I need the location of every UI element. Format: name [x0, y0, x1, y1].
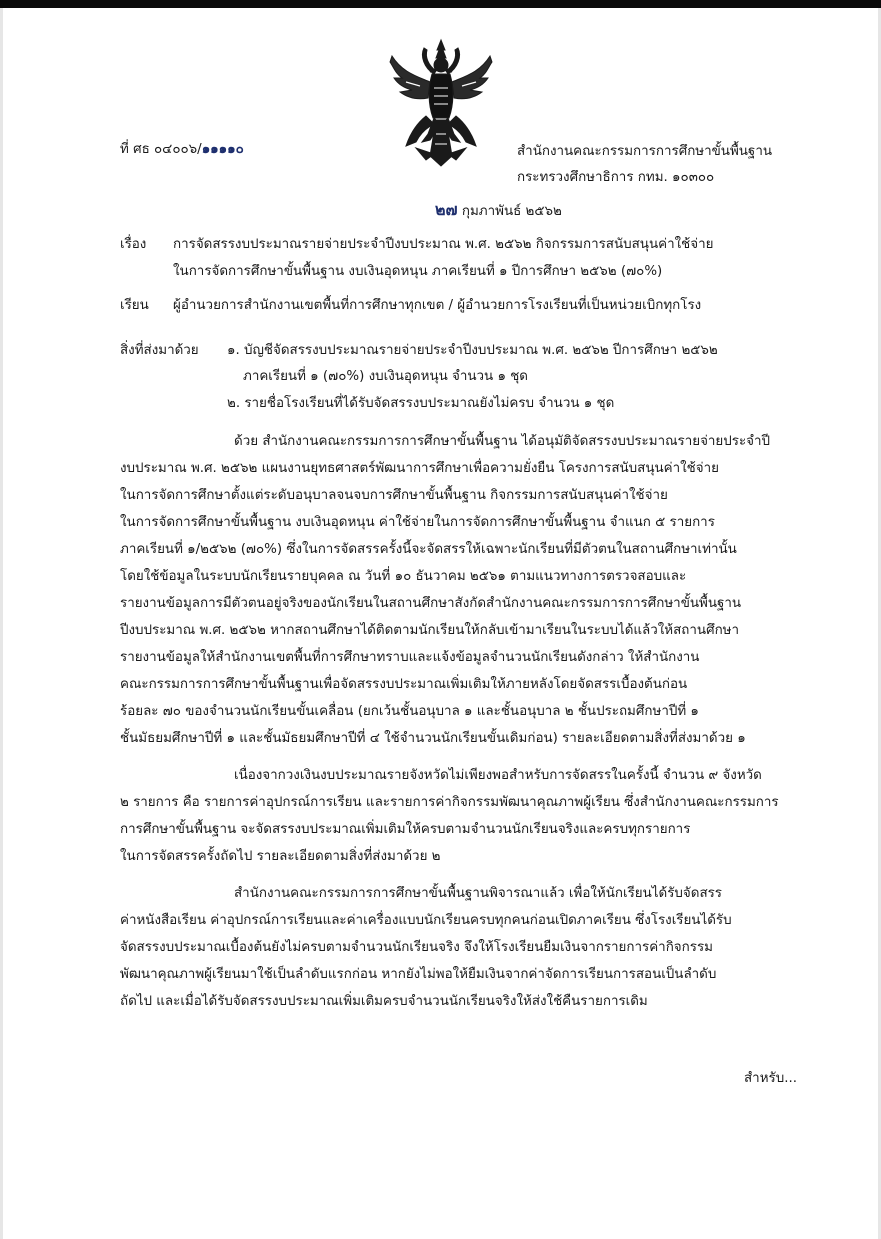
- para2-line: เนื่องจากวงเงินงบประมาณรายจังหวัดไม่เพียงพอสำหรับการจัดสรรในครั้งนี้ จำนวน ๙ จังหวัด: [234, 768, 762, 783]
- para2-line: ในการจัดสรรครั้งถัดไป รายละเอียดตามสิ่งที่ส่งมาด้วย ๒: [120, 849, 441, 864]
- enclosure-label: สิ่งที่ส่งมาด้วย: [120, 343, 199, 358]
- para1-line: ปีงบประมาณ พ.ศ. ๒๕๖๒ หากสถานศึกษาได้ติดตามนักเรียนให้กลับเข้ามาเรียนในระบบได้แล้วให้สถานศึกษา: [120, 623, 740, 638]
- para3-line: สำนักงานคณะกรรมการการศึกษาขั้นพื้นฐานพิจารณาแล้ว เพื่อให้นักเรียนได้รับจัดสรร: [234, 886, 722, 901]
- enclosure-1-line-1: ๑. บัญชีจัดสรรงบประมาณรายจ่ายประจำปีงบประมาณ พ.ศ. ๒๕๖๒ ปีการศึกษา ๒๕๖๒: [227, 343, 718, 358]
- para3-line: จัดสรรงบประมาณเบื้องต้นยังไม่ครบตามจำนวนนักเรียนจริง จึงให้โรงเรียนยืมเงินจากรายการค่ากิจกรรม: [120, 940, 713, 955]
- recipient-text: ผู้อำนวยการสำนักงานเขตพื้นที่การศึกษาทุกเขต / ผู้อำนวยการโรงเรียนที่เป็นหน่วยเบิกทุกโรง: [173, 298, 702, 313]
- para3-line: ถัดไป และเมื่อได้รับจัดสรรงบประมาณเพิ่มเติมครบจำนวนนักเรียนจริงให้ส่งใช้คืนรายการเดิม: [120, 994, 648, 1009]
- para1-line: ร้อยละ ๗๐ ของจำนวนนักเรียนขั้นเคลื่อน (ยกเว้นชั้นอนุบาล ๑ และชั้นอนุบาล ๒ ชั้นประถมศึกษาปีที่ ๑: [120, 704, 699, 719]
- office-address: กระทรวงศึกษาธิการ กทม. ๑๐๓๐๐: [517, 170, 715, 185]
- continuation-marker: สำหรับ...: [744, 1071, 797, 1086]
- subject-line-2: ในการจัดการศึกษาขั้นพื้นฐาน งบเงินอุดหนุน ภาคเรียนที่ ๑ ปีการศึกษา ๒๕๖๒ (๗๐%): [173, 264, 663, 279]
- para1-line: ภาคเรียนที่ ๑/๒๕๖๒ (๗๐%) ซึ่งในการจัดสรรครั้งนี้จะจัดสรรให้เฉพาะนักเรียนที่มีตัวตนในสถานศึกษาเท่านั้น: [120, 542, 737, 557]
- reference-prefix: ที่ ศธ ๐๔๐๐๖/: [120, 142, 202, 157]
- para1-line: ชั้นมัธยมศึกษาปีที่ ๑ และชั้นมัธยมศึกษาปีที่ ๔ ใช้จำนวนนักเรียนขั้นเดิมก่อน) รายละเอียดตามสิ่งที่ส่งมาด้วย ๑: [120, 731, 746, 746]
- para1-line: รายงานข้อมูลให้สำนักงานเขตพื้นที่การศึกษาทราบและแจ้งข้อมูลจำนวนนักเรียนดังกล่าว ให้สำนักงาน: [120, 650, 700, 665]
- garuda-emblem-icon: [386, 38, 496, 168]
- para2-line: การศึกษาขั้นพื้นฐาน จะจัดสรรงบประมาณเพิ่มเติมให้ครบตามจำนวนนักเรียนจริงและครบทุกรายการ: [120, 822, 691, 837]
- reference-number: [120, 142, 244, 158]
- para1-line: คณะกรรมการการศึกษาขั้นพื้นฐานเพื่อจัดสรรงบประมาณเพิ่มเติมให้ภายหลังโดยจัดสรรเบื้องต้นก่อน: [120, 677, 688, 692]
- para1-line: โดยใช้ข้อมูลในระบบนักเรียนรายบุคคล ณ วันที่ ๑๐ ธันวาคม ๒๕๖๑ ตามแนวทางการตรวจสอบและ: [120, 569, 687, 584]
- para3-line: พัฒนาคุณภาพผู้เรียนมาใช้เป็นลำดับแรกก่อน หากยังไม่พอให้ยืมเงินจากค่าจัดการเรียนการสอนเป็นลำดับ: [120, 967, 717, 982]
- para3-line: ค่าหนังสือเรียน ค่าอุปกรณ์การเรียนและค่าเครื่องแบบนักเรียนครบทุกคนก่อนเปิดภาคเรียน ซึ่งโรงเรียนได้รับ: [120, 913, 732, 928]
- subject-label: เรื่อง: [120, 237, 147, 252]
- scan-left-edge: [0, 8, 3, 1239]
- recipient-label: เรียน: [120, 298, 149, 313]
- para2-line: ๒ รายการ คือ รายการค่าอุปกรณ์การเรียน และรายการค่ากิจกรรมพัฒนาคุณภาพผู้เรียน ซึ่งสำนักงานคณะกรรมการ: [120, 795, 779, 810]
- subject-line-1: การจัดสรรงบประมาณรายจ่ายประจำปีงบประมาณ พ.ศ. ๒๕๖๒ กิจกรรมการสนับสนุนค่าใช้จ่าย: [173, 237, 714, 252]
- date-month-year: กุมภาพันธ์ ๒๕๖๒: [461, 204, 562, 219]
- document-date: [435, 202, 562, 220]
- scan-top-border: [0, 0, 881, 8]
- enclosure-1-line-2: ภาคเรียนที่ ๑ (๗๐%) งบเงินอุดหนุน จำนวน ๑ ชุด: [243, 369, 529, 384]
- office-name: สำนักงานคณะกรรมการการศึกษาขั้นพื้นฐาน: [517, 144, 772, 159]
- reference-number-handwritten: ๑๑๑๑๐: [201, 142, 244, 157]
- para1-line: งบประมาณ พ.ศ. ๒๕๖๒ แผนงานยุทธศาสตร์พัฒนาการศึกษาเพื่อความยั่งยืน โครงการสนับสนุนค่าใช้จ่าย: [120, 461, 719, 476]
- para1-line: ในการจัดการศึกษาขั้นพื้นฐาน งบเงินอุดหนุน ค่าใช้จ่ายในการจัดการศึกษาขั้นพื้นฐาน จำแนก ๕ รายการ: [120, 515, 715, 530]
- para1-line: ในการจัดการศึกษาตั้งแต่ระดับอนุบาลจนจบการศึกษาขั้นพื้นฐาน กิจกรรมการสนับสนุนค่าใช้จ่าย: [120, 488, 668, 503]
- enclosure-2: ๒. รายชื่อโรงเรียนที่ได้รับจัดสรรงบประมาณยังไม่ครบ จำนวน ๑ ชุด: [227, 396, 615, 411]
- date-day-handwritten: ๒๗: [435, 200, 458, 219]
- para1-line: รายงานข้อมูลการมีตัวตนอยู่จริงของนักเรียนในสถานศึกษาสังกัดสำนักงานคณะกรรมการการศึกษาขั้นพื้นฐาน: [120, 596, 742, 611]
- para1-line: ด้วย สำนักงานคณะกรรมการการศึกษาขั้นพื้นฐาน ได้อนุมัติจัดสรรงบประมาณรายจ่ายประจำปี: [234, 434, 771, 449]
